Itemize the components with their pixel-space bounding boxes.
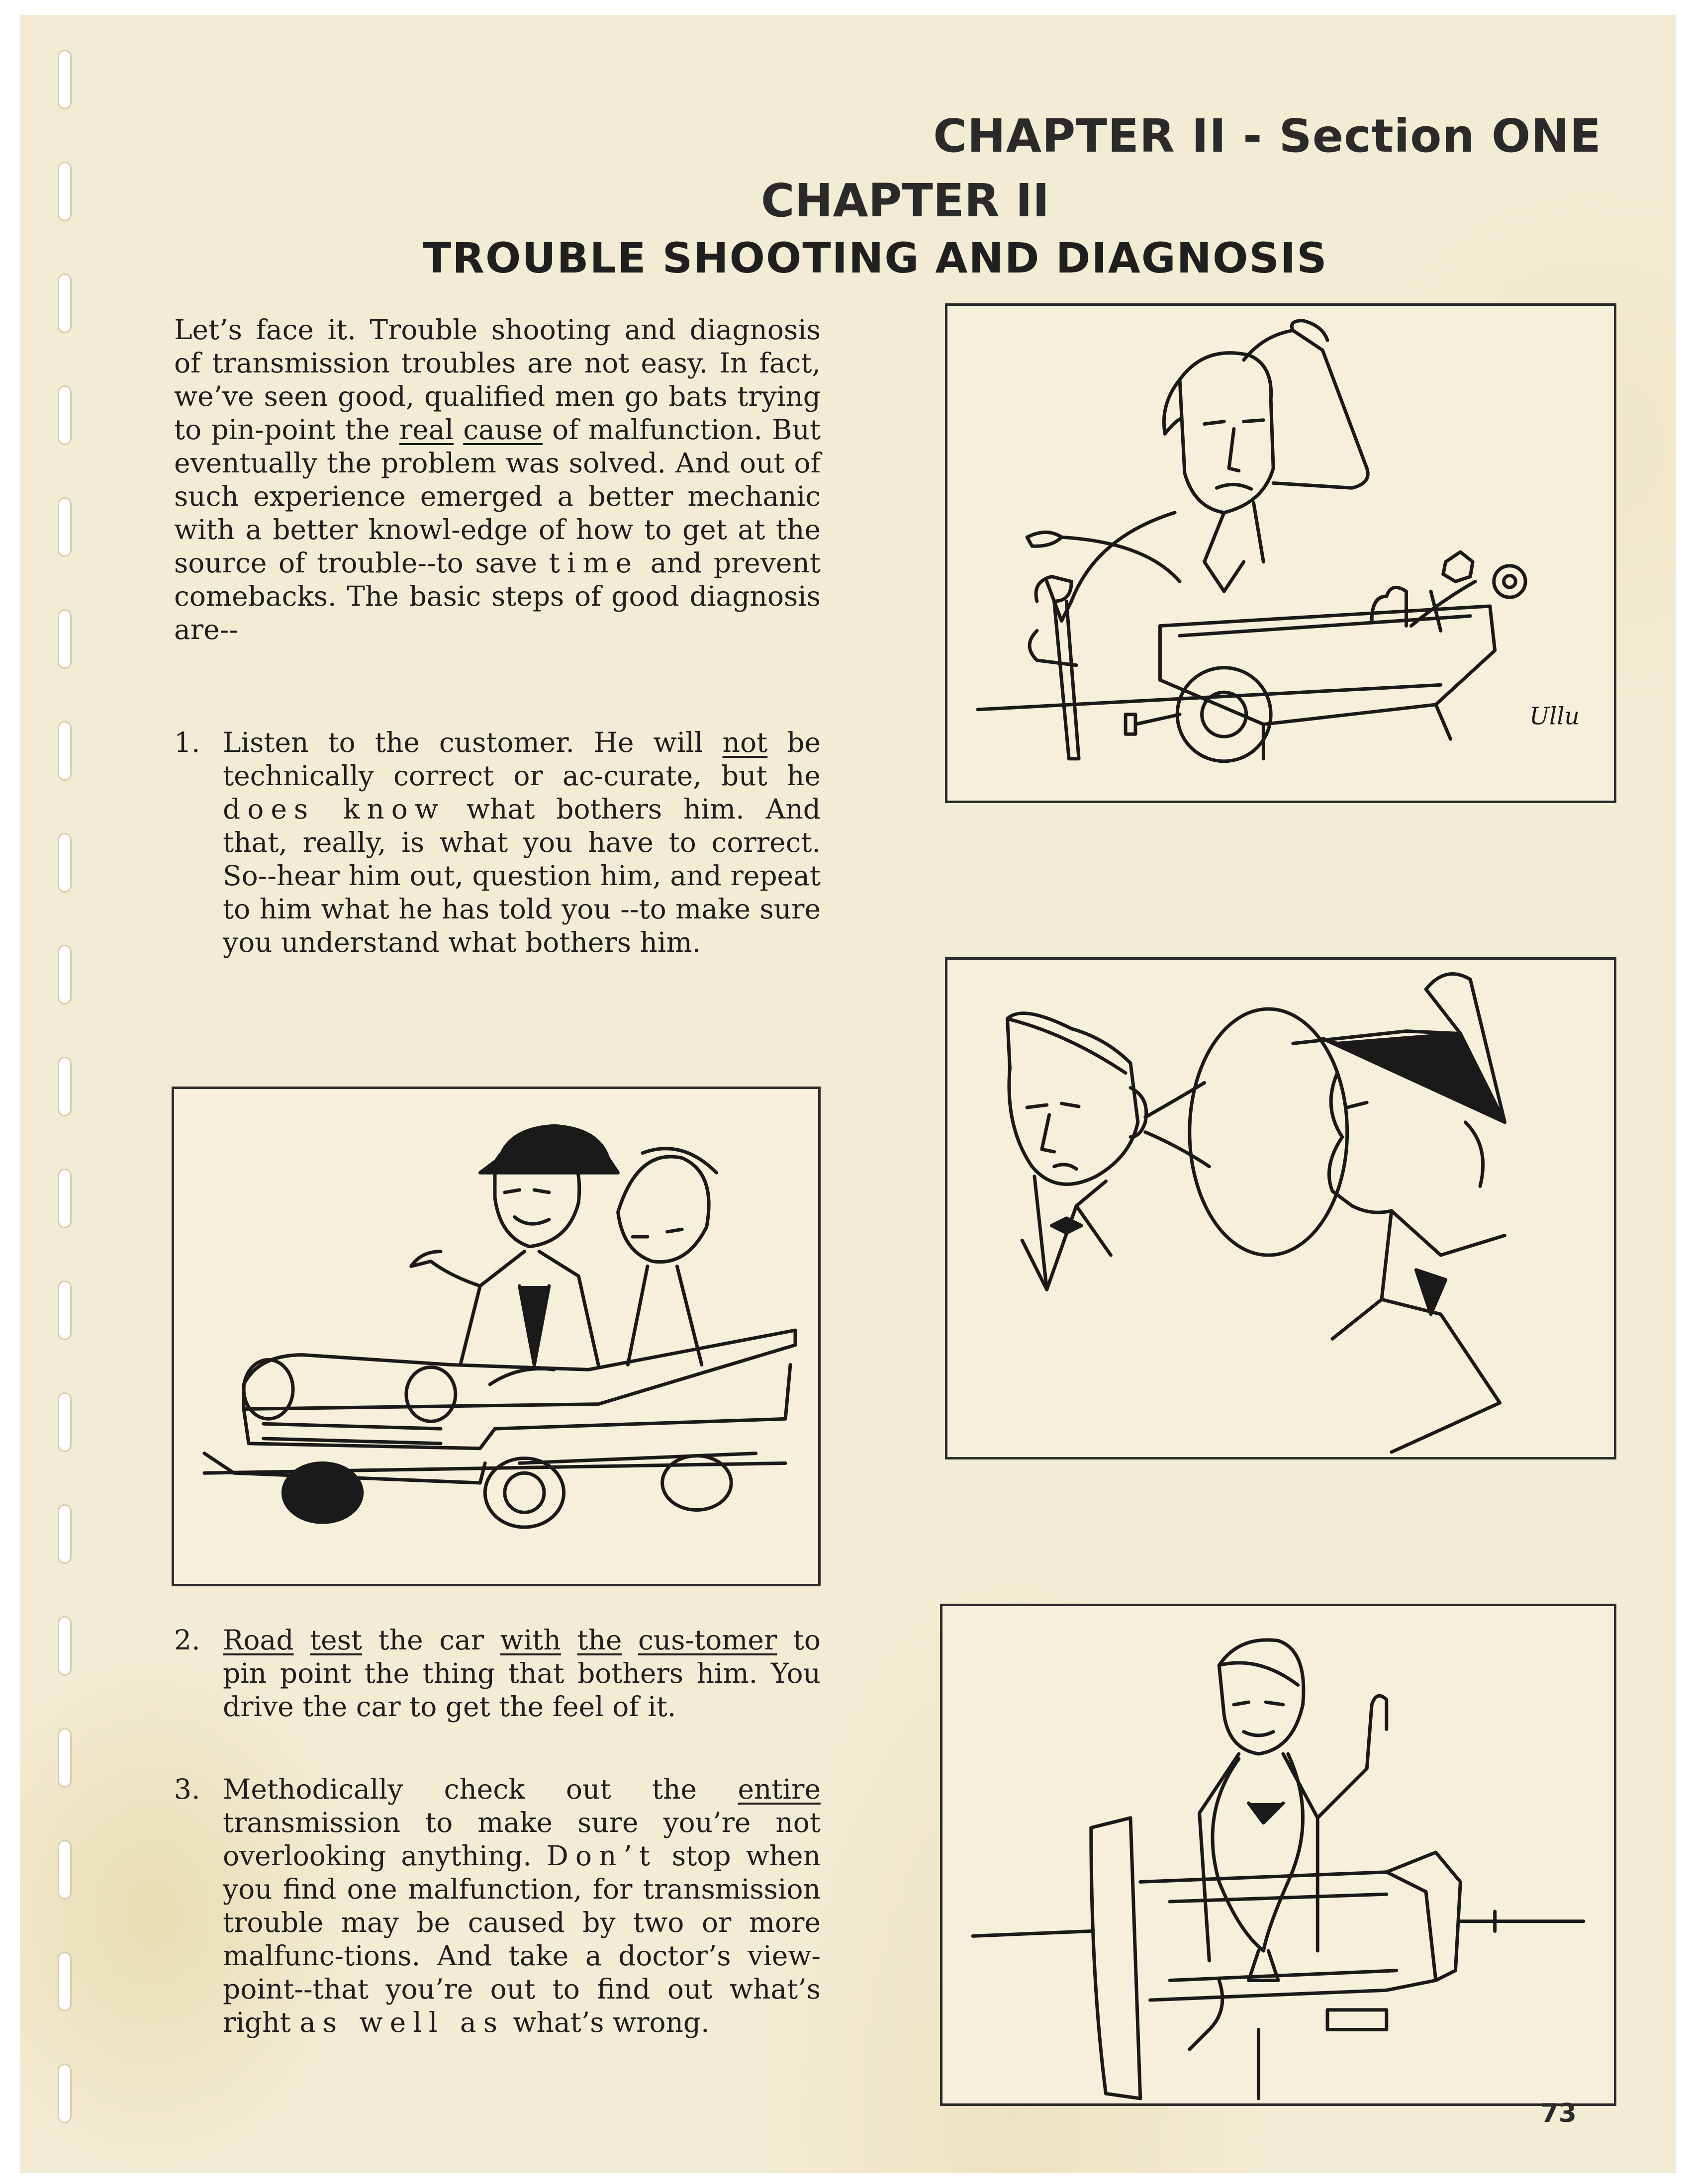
binder-hole: [58, 609, 72, 669]
binder-hole: [58, 1057, 72, 1116]
binder-hole: [58, 273, 72, 333]
step-3: [174, 1773, 821, 2039]
binder-hole: [58, 162, 72, 221]
illustration-road-test: [172, 1087, 821, 1586]
binder-hole: [58, 1840, 72, 1900]
binder-hole: [58, 1280, 72, 1340]
binder-hole: [58, 1504, 72, 1564]
puzzled-mechanic-drawing: [947, 306, 1614, 801]
step-number: 1.: [174, 727, 200, 758]
document-page: [20, 15, 1676, 2173]
step-number: 2.: [174, 1624, 200, 1656]
step-2: [174, 1624, 821, 1724]
chapter-title: CHAPTER II: [761, 174, 1050, 227]
binder-hole: [58, 1169, 72, 1228]
binder-hole: [58, 385, 72, 445]
transmission-check-drawing: [942, 1606, 1614, 2103]
illustration-puzzled-mechanic: [945, 303, 1616, 803]
binder-hole: [58, 50, 72, 109]
section-header: CHAPTER II - Section ONE: [933, 109, 1601, 163]
binder-holes: [50, 50, 80, 2138]
listen-to-customer-drawing: [947, 960, 1614, 1457]
binder-hole: [58, 2064, 72, 2123]
step-text: Methodically check out the entire transmission to make sure you’re not overlooking anything. Don’t stop when you find one malfunction, for transmission trouble may be caused by two or more malfunc-tions. And take a doctor’s view-point--that you’re out to find out what’s right as well as what’s wrong.: [223, 1773, 821, 2038]
step-1: [174, 726, 821, 959]
step-number: 3.: [174, 1773, 200, 1805]
binder-hole: [58, 721, 72, 781]
artist-signature: Ullu: [1529, 703, 1580, 730]
page-number: 73: [1540, 2098, 1577, 2128]
chapter-subtitle: TROUBLE SHOOTING AND DIAGNOSIS: [423, 234, 1328, 282]
road-test-drawing: [174, 1089, 818, 1584]
step-text: Listen to the customer. He will not be technically correct or ac-curate, but he does know what bothers him. And that, really, is what you have to correct. So--hear him out, question him, and repeat to him what he has told you --to make sure you understand what bothers him.: [223, 727, 821, 958]
intro-paragraph: Let’s face it. Trouble shooting and diagnosis of transmission troubles are not easy. In fact, we’ve seen good, qualified men go bats trying to pin-point the real cause of malfunction. But eventually the problem was solved. And out of such experience emerged a better mechanic with a better knowl-edge of how to get at the source of trouble--to save time and prevent comebacks. The basic steps of good diagnosis are--: [174, 314, 821, 645]
binder-hole: [58, 1728, 72, 1788]
binder-hole: [58, 1392, 72, 1452]
binder-hole: [58, 833, 72, 893]
illustration-listen-to-customer: [945, 957, 1616, 1459]
binder-hole: [58, 1616, 72, 1676]
binder-hole: [58, 497, 72, 557]
binder-hole: [58, 1952, 72, 2011]
step-text: Road test the car with the cus-tomer to pin point the thing that bothers him. You drive the car to get the feel of it.: [223, 1624, 821, 1723]
illustration-transmission-check: [940, 1604, 1616, 2106]
binder-hole: [58, 945, 72, 1004]
